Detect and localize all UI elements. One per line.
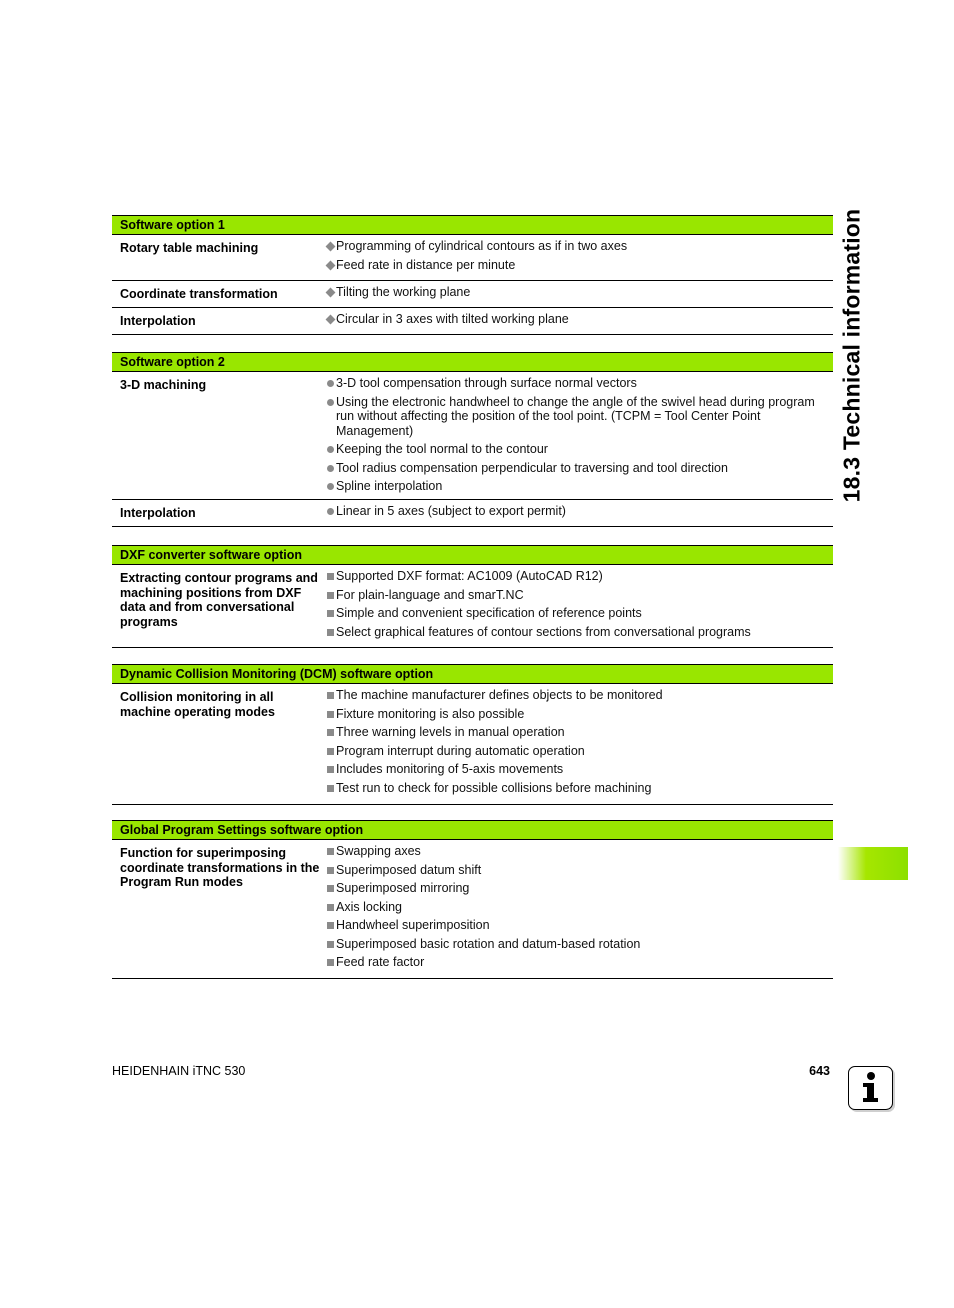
list-item [324,955,827,970]
square-bullet-icon [324,955,336,970]
list-item [324,569,827,584]
spec-section [112,545,833,648]
list-item [324,863,827,878]
circle-bullet-icon [324,395,336,439]
list-item [324,844,827,859]
footer-product-name: HEIDENHAIN iTNC 530 [112,1064,246,1078]
list-item-text: Linear in 5 axes (subject to export permit) [336,504,566,518]
list-item [324,479,827,494]
list-item-text: Program interrupt during automatic operation [336,743,585,758]
feature-list [324,281,833,307]
list-item [324,285,827,300]
square-bullet-icon [324,918,336,933]
list-item [324,376,827,391]
table-row [112,281,833,308]
list-item [324,725,827,740]
list-item-text: Superimposed basic rotation and datum-based rotation [336,936,641,951]
table-row [112,308,833,335]
square-bullet-icon [324,707,336,722]
diamond-bullet-icon [324,285,336,300]
diamond-bullet-icon [324,239,336,254]
square-bullet-icon [324,844,336,859]
circle-bullet-icon [324,442,336,457]
section-header: DXF converter software option [112,545,833,565]
list-item-text: Feed rate factor [336,955,425,969]
table-row [112,500,833,527]
row-label: Interpolation [120,314,196,328]
square-bullet-icon [324,881,336,896]
list-item-text: Superimposed mirroring [336,881,470,895]
list-item-text: 3-D tool compensation through surface normal vectors [336,376,637,390]
list-item [324,781,827,796]
feature-list [324,235,833,280]
list-item [324,900,827,915]
row-label: 3-D machining [120,378,207,392]
row-label: Extracting contour programs and machining positions from DXF data and from conversational programs [120,571,318,629]
list-item-text: Axis locking [336,899,402,914]
list-item [324,442,827,457]
list-item-text: Fixture monitoring is also possible [336,706,525,721]
row-label: Interpolation [120,506,196,520]
table-row [112,235,833,281]
list-item [324,258,827,273]
list-item [324,461,827,476]
spec-section [112,352,833,527]
square-bullet-icon [324,762,336,777]
page-number: 643 [809,1064,830,1078]
section-header: Global Program Settings software option [112,820,833,840]
square-bullet-icon [324,688,336,703]
list-item [324,606,827,621]
list-item [324,588,827,603]
list-item [324,395,827,439]
spec-section [112,215,833,335]
table-row [112,840,833,979]
circle-bullet-icon [324,504,336,519]
list-item-text: Three warning levels in manual operation [336,725,565,739]
list-item-text: The machine manufacturer defines objects to be monitored [336,688,663,702]
section-header: Software option 2 [112,352,833,372]
feature-list [324,308,833,334]
chapter-side-title [828,208,876,502]
circle-bullet-icon [324,479,336,494]
square-bullet-icon [324,725,336,740]
feature-list [324,500,833,526]
list-item-text: Using the electronic handwheel to change the angle of the swivel head during program run without affecting the position of the tool point. (TCPM = Tool Center Point Management) [336,394,815,438]
list-item [324,744,827,759]
section-header: Dynamic Collision Monitoring (DCM) software option [112,664,833,684]
table-row [112,372,833,500]
feature-list [324,684,833,804]
list-item [324,688,827,703]
list-item-text: Test run to check for possible collisions before machining [336,780,652,795]
list-item-text: Superimposed datum shift [336,862,482,877]
list-item-text: Tool radius compensation perpendicular to traversing and tool direction [336,460,728,475]
list-item [324,312,827,327]
list-item-text: Circular in 3 axes with tilted working plane [336,312,569,326]
square-bullet-icon [324,937,336,952]
square-bullet-icon [324,781,336,796]
list-item-text: Supported DXF format: AC1009 (AutoCAD R12) [336,569,603,583]
list-item-text: Tilting the working plane [336,285,471,299]
square-bullet-icon [324,744,336,759]
feature-list [324,372,833,499]
list-item-text: For plain-language and smarT.NC [336,587,524,602]
list-item-text: Programming of cylindrical contours as if in two axes [336,239,628,253]
circle-bullet-icon [324,376,336,391]
list-item [324,918,827,933]
list-item-text: Keeping the tool normal to the contour [336,442,548,456]
feature-list [324,840,833,978]
list-item [324,239,827,254]
circle-bullet-icon [324,461,336,476]
square-bullet-icon [324,900,336,915]
list-item-text: Simple and convenient specification of reference points [336,606,642,620]
list-item [324,881,827,896]
list-item [324,625,827,640]
list-item [324,504,827,519]
spec-section [112,820,833,979]
list-item-text: Spline interpolation [336,479,443,493]
info-icon [848,1066,893,1110]
row-label: Rotary table machining [120,241,259,255]
chapter-title-text: 18.3 Technical information [838,208,865,502]
list-item-text: Feed rate in distance per minute [336,257,516,272]
chapter-tab-marker [838,847,908,880]
diamond-bullet-icon [324,258,336,273]
square-bullet-icon [324,625,336,640]
row-label: Coordinate transformation [120,287,278,301]
list-item-text: Includes monitoring of 5-axis movements [336,762,564,776]
spec-section [112,664,833,805]
diamond-bullet-icon [324,312,336,327]
list-item-text: Select graphical features of contour sections from conversational programs [336,624,751,639]
feature-list [324,565,833,647]
list-item-text: Handwheel superimposition [336,918,490,932]
table-row [112,565,833,648]
section-header: Software option 1 [112,215,833,235]
square-bullet-icon [324,606,336,621]
list-item [324,937,827,952]
list-item [324,762,827,777]
square-bullet-icon [324,588,336,603]
table-row [112,684,833,805]
row-label: Collision monitoring in all machine operating modes [120,690,275,719]
list-item-text: Swapping axes [336,844,421,858]
square-bullet-icon [324,569,336,584]
row-label: Function for superimposing coordinate transformations in the Program Run modes [120,846,320,889]
square-bullet-icon [324,863,336,878]
list-item [324,707,827,722]
